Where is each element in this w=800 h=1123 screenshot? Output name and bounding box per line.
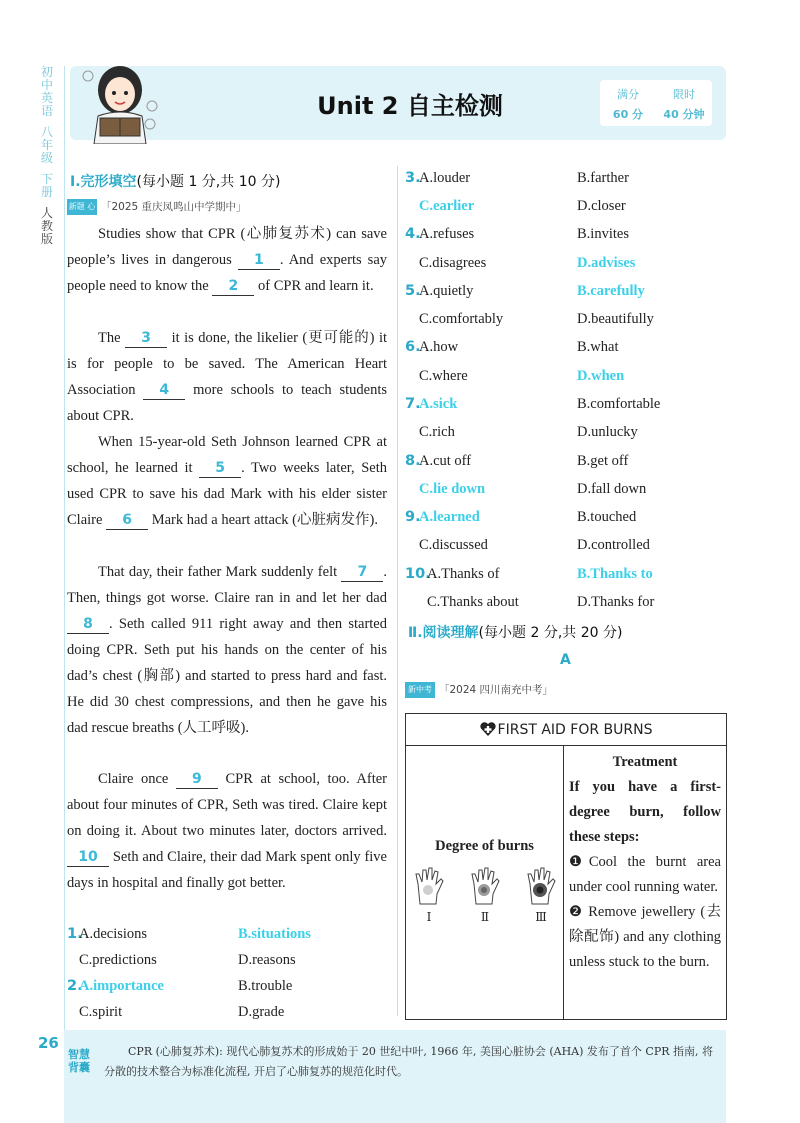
passage-paragraph-5: Claire once 9 CPR at school, too. After about four minutes of CPR, Seth was tired. Claire kept on doing it. About two minutes later, doctors arrived. 10 Seth and Claire, their dad Mark spent only five days in hospital and finally got better. [67, 771, 387, 891]
option-5d[interactable]: D.beautifully [577, 311, 654, 327]
footer-tag: 智慧背囊 [68, 1048, 90, 1074]
question-4-row-2 [405, 252, 725, 274]
option-7a[interactable]: A.sick [419, 396, 458, 412]
question-8-number: 8. [405, 453, 421, 469]
question-5-row-1 [405, 280, 725, 302]
badge-source: 「2025 重庆凤鸣山中学期中」 [101, 201, 247, 213]
question-3-number: 3. [405, 170, 421, 186]
section2-roman: Ⅱ. [408, 625, 423, 641]
question-9-number: 9. [405, 509, 421, 525]
spine-volume: 下 册 [40, 172, 53, 199]
question-10-row-2 [405, 591, 725, 613]
hand-third-degree-icon [524, 864, 558, 908]
option-3a[interactable]: A.louder [419, 170, 471, 186]
option-8c[interactable]: C.lie down [419, 481, 486, 497]
option-5a[interactable]: A.quietly [419, 283, 474, 299]
footer-note: CPR (心肺复苏术): 现代心肺复苏术的形成始于 20 世纪中叶, 1966 年, 美国心脏协会 (AHA) 发布了首个 CPR 指南, 将分散的技术整合为标准化流程, 开启了心肺复苏的规范化时代。 [104, 1045, 713, 1078]
spine-divider [64, 66, 65, 1123]
blank-1: 1 [238, 251, 280, 270]
option-1b[interactable]: B.situations [238, 926, 311, 942]
option-1c[interactable]: C.predictions [79, 952, 157, 968]
option-3d[interactable]: D.closer [577, 198, 626, 214]
option-4a[interactable]: A.refuses [419, 226, 475, 242]
option-6d[interactable]: D.when [577, 368, 625, 384]
first-aid-heart-icon [480, 722, 496, 736]
option-10d[interactable]: D.Thanks for [577, 594, 655, 610]
spine-grade: 八 年 级 [40, 125, 53, 165]
spine-subject: 初 中 英 语 [40, 65, 53, 118]
question-1-row-1 [67, 923, 387, 945]
badge-tag: 新中考 科普指南 [405, 682, 435, 698]
section2-title [408, 622, 622, 642]
question-1-row-2 [67, 949, 387, 971]
score-box [600, 80, 712, 126]
hand-second-degree-icon [468, 864, 502, 908]
question-4-number: 4. [405, 226, 421, 242]
time-label: 限时 [673, 88, 695, 101]
question-10-number: 10. [405, 566, 431, 582]
passage-paragraph-3: When 15-year-old Seth Johnson learned CPR at school, he learned it 5 . Two weeks later, Seth used CPR to save his dad Mark with his elder sister Claire 6 Mark had a heart attack (心脏病发作). [67, 434, 388, 528]
page-number: 26 [38, 1034, 59, 1052]
option-8d[interactable]: D.fall down [577, 481, 647, 497]
option-8b[interactable]: B.get off [577, 453, 629, 469]
option-5c[interactable]: C.comfortably [419, 311, 504, 327]
badge-tag: 新题 心肺复苏 [67, 199, 97, 215]
section1-source-badge [67, 199, 247, 227]
treatment-intro: If you have a first-degree burn, follow these steps: [569, 779, 721, 845]
option-2c[interactable]: C.spirit [79, 1004, 123, 1020]
section1-name: 完形填空 [80, 174, 137, 190]
option-7b[interactable]: B.comfortable [577, 396, 661, 412]
treatment-header: Treatment [612, 754, 678, 770]
option-4b[interactable]: B.invites [577, 226, 629, 242]
question-10-row-1 [405, 563, 725, 585]
section1-rule: (每小题 1 分,共 10 分) [136, 174, 281, 190]
question-1-number: 1. [67, 926, 83, 942]
passage-paragraph-1: Studies show that CPR (心肺复苏术) can save people’s lives in dangerous 1 . And experts say people need to know the 2 of CPR and learn it. [67, 226, 387, 294]
option-10c[interactable]: C.Thanks about [427, 594, 519, 610]
table-title-text: FIRST AID FOR BURNS [497, 722, 653, 738]
hand-first-degree-icon [412, 864, 446, 908]
passage-part-label: A [560, 652, 571, 668]
treatment-step-2: ❷ Remove jewellery (去除配饰) and any clothing unless stuck to the burn. [569, 904, 721, 970]
question-6-row-2 [405, 365, 725, 387]
question-7-row-2 [405, 421, 725, 443]
option-10b[interactable]: B.Thanks to [577, 566, 653, 582]
option-9c[interactable]: C.discussed [419, 537, 488, 553]
badge-source: 「2024 四川南充中考」 [439, 684, 554, 696]
option-6c[interactable]: C.where [419, 368, 468, 384]
section1-title [70, 171, 280, 191]
option-2a[interactable]: A.importance [79, 978, 164, 994]
question-3-row-1 [405, 167, 725, 189]
question-9-row-2 [405, 534, 725, 556]
section1-roman: Ⅰ. [70, 174, 81, 190]
degree-3-label: Ⅲ [535, 910, 547, 924]
option-2b[interactable]: B.trouble [238, 978, 293, 994]
side-spine [36, 66, 58, 254]
option-8a[interactable]: A.cut off [419, 453, 472, 469]
passage-paragraph-4: That day, their father Mark suddenly felt 7 . Then, things got worse. Claire ran in and let her dad 8 . Seth called 911 right away and then started doing CPR. Seth put his hands on the center of his dad’s chest (胸部) and started to press hard and fast. He did 30 chest compressions, and then he gave his dad rescue breaths (人工呼吸). [67, 564, 388, 736]
score-value: 60 分 [612, 108, 644, 121]
option-1d[interactable]: D.reasons [238, 952, 296, 968]
blank-10: 10 [67, 848, 109, 867]
option-10a[interactable]: A.Thanks of [427, 566, 500, 582]
blank-9: 9 [176, 770, 218, 789]
question-2-row-1 [67, 975, 387, 997]
burn-degree-hands [406, 864, 563, 924]
section2-rule: (每小题 2 分,共 20 分) [478, 625, 623, 641]
option-3b[interactable]: B.farther [577, 170, 629, 186]
degree-label: Degree of burns [435, 838, 534, 854]
blank-5: 5 [199, 459, 241, 478]
unit-title: Unit 2 自主检测 [317, 92, 503, 120]
question-2-number: 2. [67, 978, 83, 994]
option-9d[interactable]: D.controlled [577, 537, 650, 553]
reading-girl-illustration [80, 56, 160, 144]
question-6-row-1 [405, 336, 725, 358]
option-7d[interactable]: D.unlucky [577, 424, 638, 440]
blank-2: 2 [212, 277, 254, 296]
option-7c[interactable]: C.rich [419, 424, 455, 440]
score-label: 满分 [617, 88, 639, 101]
question-4-row-1 [405, 223, 725, 245]
question-2-row-2 [67, 1001, 387, 1023]
passage-paragraph-2: The 3 it is done, the likelier (更可能的) it is for people to be saved. The American Heart Association 4 more schools to teach students about CPR. [67, 330, 388, 424]
question-6-number: 6. [405, 339, 421, 355]
blank-6: 6 [106, 511, 148, 530]
first-aid-table [405, 713, 727, 1020]
table-divider [563, 746, 564, 1019]
blank-4: 4 [143, 381, 185, 400]
option-5b[interactable]: B.carefully [577, 283, 645, 299]
blank-8: 8 [67, 615, 109, 634]
degree-1-label: Ⅰ [426, 910, 432, 924]
option-6b[interactable]: B.what [577, 339, 619, 355]
blank-7: 7 [341, 563, 383, 582]
option-6a[interactable]: A.how [419, 339, 459, 355]
question-8-row-1 [405, 450, 725, 472]
column-divider [397, 166, 398, 1016]
degree-2-label: Ⅱ [480, 910, 490, 924]
question-7-row-1 [405, 393, 725, 415]
blank-3: 3 [125, 329, 167, 348]
question-5-number: 5. [405, 283, 421, 299]
option-9b[interactable]: B.touched [577, 509, 637, 525]
question-7-number: 7. [405, 396, 421, 412]
section2-source-badge [405, 682, 554, 726]
spine-edition: 人 教 版 [40, 206, 53, 246]
time-value: 40 分钟 [663, 108, 705, 121]
table-title [406, 714, 726, 746]
treatment-column [569, 750, 721, 975]
option-4c[interactable]: C.disagrees [419, 255, 487, 271]
option-9a[interactable]: A.learned [419, 509, 480, 525]
section2-name: 阅读理解 [422, 625, 479, 641]
treatment-step-1: ❶Cool the burnt area under cool running water. [569, 854, 721, 895]
question-8-row-2 [405, 478, 725, 500]
option-1a[interactable]: A.decisions [79, 926, 148, 942]
question-3-row-2 [405, 195, 725, 217]
option-4d[interactable]: D.advises [577, 255, 636, 271]
option-3c[interactable]: C.earlier [419, 198, 475, 214]
option-2d[interactable]: D.grade [238, 1004, 285, 1020]
question-9-row-1 [405, 506, 725, 528]
question-5-row-2 [405, 308, 725, 330]
